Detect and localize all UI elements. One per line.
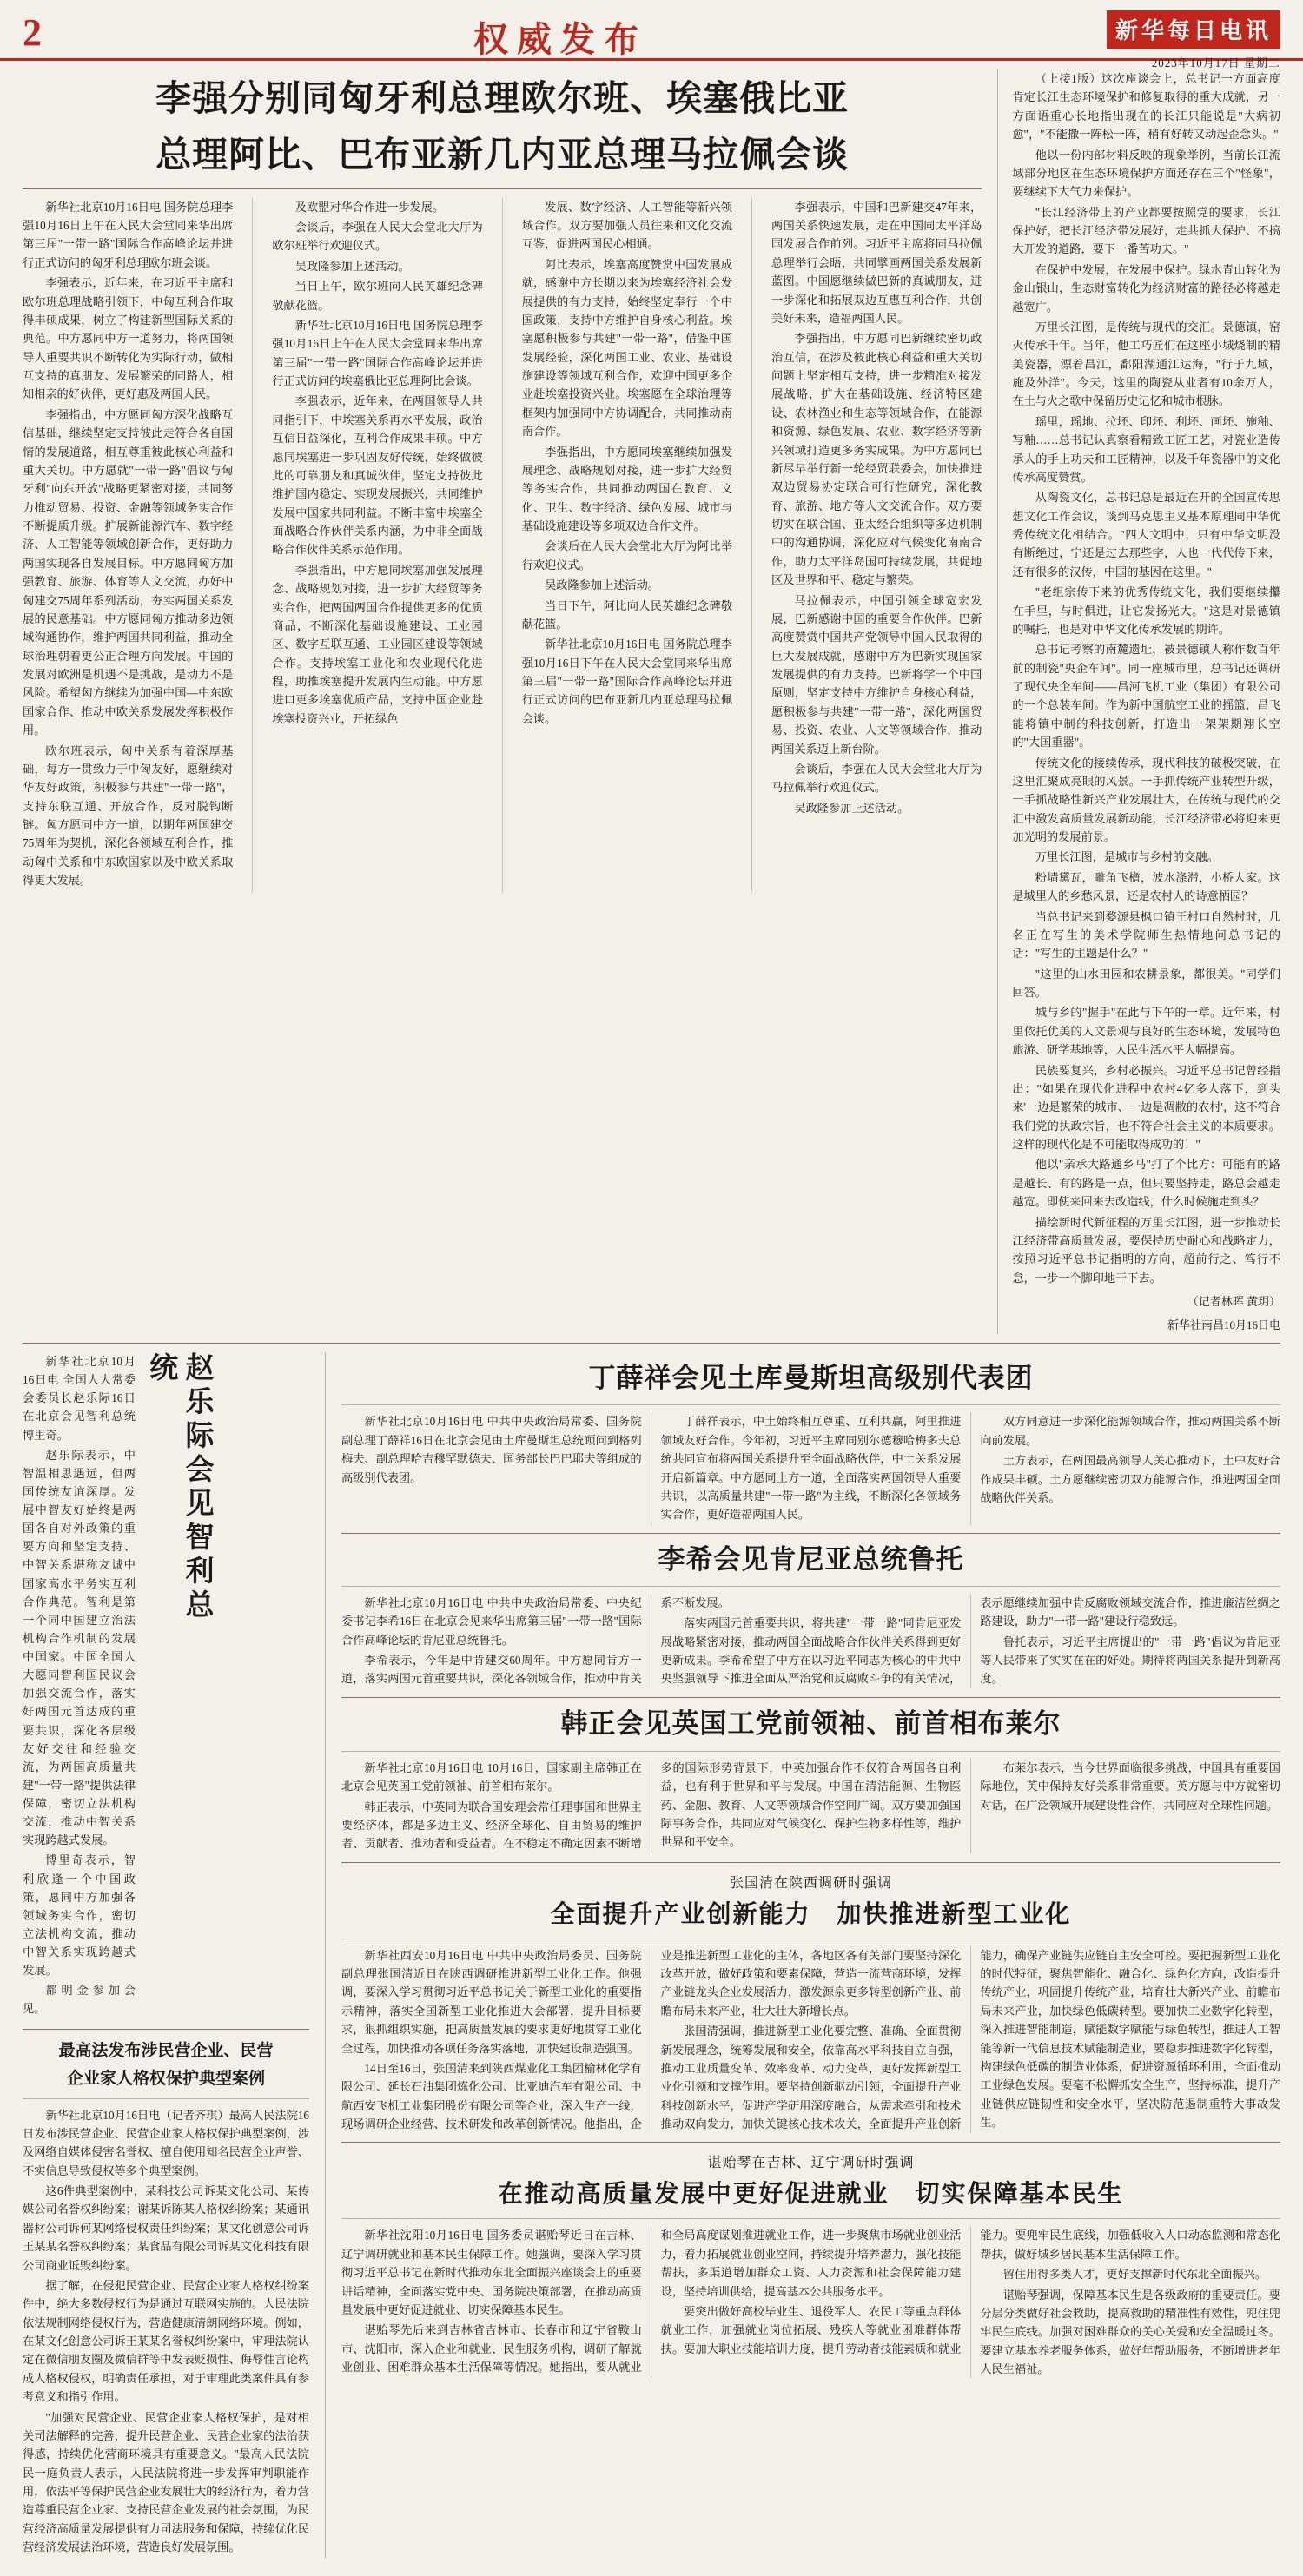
lead-column-1 [23, 198, 233, 892]
zhao-article [23, 1352, 309, 2559]
paragraph: 双方同意进一步深化能源领域合作，推动两国关系不断向前发展。 [980, 1415, 1280, 1447]
paragraph: 李强表示，近年来，在两国领导人共同指引下，中埃塞关系再水平发展，政治互信日益深化，互利合作成果丰硕。中方愿同埃塞进一步巩固友好传统，始终做彼此的可靠朋友和真诚伙伴，坚定支持彼此维护国内稳定、实现发展振兴，共同维护发展中国家共同利益。不断丰富中埃塞全面战略合作伙伴关系内涵，为中非全面战略合作伙伴关系示范作用。 [272, 394, 483, 557]
paragraph: 李希表示，今年是中肯建交60周年。中方愿同肯方一道，落实两国元首重要共识，深化各领域合作，推动中肯关系不断发展。 [341, 1595, 730, 1686]
zhao-vertical-block [23, 1352, 309, 2020]
lixi-headline: 李希会见肯尼亚总统鲁托 [658, 1543, 964, 1575]
paragraph: 李强表示，中国和巴新建交47年来，两国关系快速发展，走在中国同太平洋岛国发展合作前列。习近平主席将同马拉佩总理举行会晤，共同擘画两国关系发展新蓝图。中国愿继续做巴新的真诚朋友，进一步深化和拓展双边互惠互利合作，共创美好未来，造福两国人民。 [771, 200, 982, 325]
paragraph: 谌贻琴先后来到吉林省吉林市、长春市和辽宁省鞍山市、沈阳市，深入企业和就业、民生服务机构，调研了解就业创业、困难群众基本生活保障等情况。她指出，要从就业和全局高度谋划推进就业工作，进一步聚焦市场就业创业活力，着力拓展就业创业空间，持续提升培养潜力，强化技能帮扶，多渠道增加群众工资、人力资源和社会保障能力建设，坚持培训供给，提高基本公共服务水平。 [341, 2229, 962, 2375]
paragraph: （上接1版）这次座谈会上，总书记一方面高度肯定长江生态环境保护和修复取得的重大成就，另一方面语重心长地指出现在的长江只能说是"大病初愈"，"不能撒一阵松一阵，稍有好转又动起歪念头。" [1012, 72, 1280, 142]
divider [23, 1343, 1280, 1344]
paragraph: 留住用得多类人才，更好支撑新时代东北全面振兴。 [1002, 2268, 1267, 2282]
paragraph: 新华社北京10月16日电 中共中央政治局常委、国务院副总理丁薛祥16日在北京会见由土库曼斯坦总统顾问到格列梅夫、副总理哈吉穆罕默德夫、国务部长巴巴耶夫等组成的高级别代表团。 [341, 1415, 642, 1484]
paragraph: 李强指出，中方愿同巴新继续密切政治互信，在涉及彼此核心利益和重大关切问题上坚定相互支持，进一步精准对接发展战略，扩大在基础设施、经济特区建设、农林渔业和生态等领域合作，在能源和资源、绿色发展、农业、数字经济等新兴领域打造更多务实成果。为中方愿同巴新尽早举行新一轮经贸联委会，加快推进双边贸易协定联合可行性研究，深化教育、旅游、地方等人文交流合作。双方要切实在联合国、亚太经合组织等多边机制中的沟通协调，深化应对气候变化南南合作，助力太平洋岛国可持续发展，共促地区及世界和平、稳定与繁荣。 [771, 332, 982, 587]
paragraph: 新华社北京10月16日电 国务院总理李强10月16日上午在人民大会堂同来华出席第三届"一带一路"国际合作高峰论坛并进行正式访问的匈牙利总理欧尔班会谈。 [23, 200, 234, 269]
brand-logo: 新华每日电讯 [1107, 10, 1280, 49]
mid-right-stack [325, 1352, 1280, 2559]
chen-article [341, 2151, 1280, 2378]
paragraph: 阿比表示，埃塞高度赞赏中国发展成就，感谢中方长期以来为埃塞经济社会发展提供的有力支持，始终坚定奉行一个中国政策，支持中方维护自身核心利益。埃塞愿积极参与共建"一带一路"，借鉴中国发展经验，深化两国工业、农业、基础设施建设等领域互利合作，欢迎中国更多企业赴埃塞投资兴业。埃塞愿在全球治理等框架内加强同中方协调配合，共同推动南南合作。 [521, 257, 733, 439]
paragraph: "长江经济带上的产业都要按照党的要求，长江保护好，把长江经济带发展好，走共抓大保护、不搞大开发的道路，要下一番苦功夫。" [1012, 205, 1280, 256]
lead-column-2 [252, 198, 482, 892]
divider [341, 1404, 1280, 1405]
lixi-article [341, 1542, 1280, 1689]
paragraph: "加强对民营企业、民营企业家人格权保护，是对相关司法解释的完善，提升民营企业、民营企业家的法治获得感，持续优化营商环境具有重要意义。"最高人民法院民一庭负责人表示，人民法院将进一步发挥审判职能作用，依法平等保护民营企业发展壮大的经济行为，着力营造尊重民营企业家、支持民营企业发展的社会氛围，为民营经济高质量发展提供有力司法服务和保障，持续优化民营经济发展法治环境，营造良好发展氛围。 [23, 2410, 309, 2554]
paragraph: 新华社北京10月16日电 国务院总理李强10月16日下午在人民大会堂同来华出席第三届"一带一路"国际合作高峰论坛并进行正式访问的巴布亚新几内亚总理马拉佩会谈。 [521, 637, 733, 725]
masthead [0, 0, 1303, 69]
paragraph: 张国清强调，推进新型工业化要完整、准确、全面贯彻新发展理念，统筹发展和安全，依靠高水平科技自立自强，推动工业质量变革、效率变革、动力变革，更好发挥新型工业化引领和支撑作用。要坚持创新驱动引领，全面提升产业科技创新水平，促进产学研用深度融合，从需求牵引和技术推动双向发力，加快关键核心技术攻关，全面提升产业创新能力，确保产业链供应链自主安全可控。要把握新型工业化的时代特征，聚焦智能化、融合化、绿色化方向，改造提升传统产业，巩固提升传统产业，培育壮大新兴产业、前瞻布局未来产业，加快绿色低碳转型。要加快工业数字化转型，深入推进智能制造，赋能数字赋能与绿色转型，推进人工智能等新一代信息技术赋能制造业，要稳步推进数字化转型，构建绿色低碳的制造业体系，促进资源循环利用，全面推动工业绿色发展。要毫不松懈抓安全生产，坚持标准，提升产业链供应链韧性和安全水平，坚决防范遏制重特大事故发生。 [660, 1948, 1280, 2131]
paragraph: 布莱尔表示，当今世界面临很多挑战，中国具有重要国际地位，英中保持友好关系非常重要。英方愿与中方就密切对话，在广泛领域开展建设性合作，共同应对全球性问题。 [980, 1760, 1280, 1812]
continuation-article [1012, 69, 1280, 1334]
paragraph: 新华社北京10月16日电 国务院总理李强10月16日上午在人民大会堂同来华出席第三届"一带一路"国际合作高峰论坛并进行正式访问的埃塞俄比亚总理阿比会谈。 [272, 318, 483, 388]
chen-body [341, 2226, 1280, 2378]
paragraph: 李强指出，中方愿同埃塞加强发展理念、战略规划对接，进一步扩大经贸等务实合作，把两国两国合作提供更多的优质商品，不断深化基础设施建设、工业园区、数字互联互通、工业园区建设等领域合作。支持埃塞工业化和农业现代化进程，助推埃塞提升发展内生动能。中方愿进口更多埃塞优质产品，支持中国企业赴埃塞投资兴业，开拓绿色 [272, 563, 483, 725]
paragraph: 李强指出，中方愿同埃塞继续加强发展理念、战略规划对接，进一步扩大经贸等务实合作，共同推动两国在教育、文化、卫生、数字经济、绿色发展、城市与基础设施建设等多项双边合作文件。 [521, 445, 733, 533]
paragraph: 及欧盟对华合作进一步发展。 [294, 200, 445, 214]
paragraph: 鲁托表示，习近平主席提出的"一带一路"倡议为肯尼亚等人民带来了实实在在的好处。期待将两国关系提升到新高度。 [980, 1635, 1280, 1686]
paragraph: 李强指出，中方愿同匈方深化战略互信基础，继续坚定支持彼此走符合各自国情的发展道路，相互尊重彼此核心利益和重大关切。中方愿就"一带一路"倡议与匈牙利"向东开放"战略更紧密对接，共同努力推动贸易、投资、金融等领域务实合作不断提质升级。扩展新能源汽车、数字经济、人工智能等领域创新合作，更好助力两国实现各自发展目标。中方愿同匈方加强教育、旅游、体育等人文交流，办好中匈建交75周年系列活动，夯实两国关系发展的民意基础。中方愿同匈方推动多边领域沟通协作，维护两国共同利益，推动全球治理朝着更公正合理方向发展。中国的发展对欧洲是机遇不是挑战，是动力不是风险。希望匈方继续为加强中国—中东欧国家合作、推动中欧关系发展发挥积极作用。 [23, 407, 234, 737]
lixi-body [341, 1594, 1280, 1689]
right-continuation-column [997, 69, 1280, 1334]
paragraph: 瑶里，瑶地、拉坯、印坯、利坯、画坯、施釉、写釉……总书记认真察看精致工匠工艺，对瓷业造传承人的手上功夫和工匠精神，以及千年瓷器中的文化传承高度赞赏。 [1012, 414, 1280, 484]
paragraph: 民族要复兴，乡村必振兴。习近平总书记曾经指出："如果在现代化进程中农村4亿多人落下，到头来'一边是繁荣的城市、一边是凋敝的农村'，这不符合我们党的执政宗旨，也不符合社会主义的本质要求。这样的现代化是不可能取得成功的！" [1012, 1063, 1280, 1151]
paragraph: 城与乡的"握手"在此与下午的一章。近年来，村里依托优美的人文景观与良好的生态环境，发展特色旅游、研学基地等，人民生活水平大幅提高。 [1012, 1006, 1280, 1057]
top-section [23, 69, 1280, 1334]
paragraph: 万里长江图，是传统与现代的交汇。景德镇，窑火传承千年。当年，他工巧匠们在这座小城烧制的精美瓷器，漂着昌江，鄱阳湖通江达海，"行于九域，施及外洋"。今天，这里的陶瓷从业者有10余万人，在土与火之歌中保留历史记忆和城市根脉。 [1012, 320, 1280, 408]
paragraph: 新华社北京10月16日电（记者齐琪）最高人民法院16日发布涉民营企业、民营企业家人格权保护典型案例，涉及网络自媒体侵害名誉权、擅自使用知名民营企业声誉、不实信息导致侵权等多个典型案例。 [23, 2108, 309, 2177]
divider [23, 2029, 309, 2030]
paragraph: 他以"亲承大路通乡马"打了个比方：可能有的路是越长、有的路是一点，但只要坚持走，路总会越走越宽。即使来回来去改造线，什么时候施走到头？ [1012, 1158, 1280, 1209]
paragraph: 吴政隆参加上述活动。 [545, 578, 659, 592]
chen-kicker: 谌贻琴在吉林、辽宁调研时强调 [707, 2156, 915, 2171]
zhao-headline: 赵乐际会见智利总统 [145, 1352, 215, 1624]
lead-column-4 [751, 198, 982, 892]
paragraph: 新华社北京10月16日电 中共中央政治局常委、中央纪委书记李希16日在北京会见来华出席第三届"一带一路"国际合作高峰论坛的肯尼亚总统鲁托。 [341, 1595, 642, 1647]
paragraph: 博里奇表示，智利欣逢一个中国政策，愿同中方加强各领域务实合作，密切立法机构交流，推动中智关系实现跨越式发展。 [23, 1853, 136, 1978]
paragraph: 马拉佩表示，中国引领全球宽宏发展，巴新感谢中国的重要合作伙伴。巴新高度赞赏中国共产党领导中国人民取得的巨大发展成就，感谢中方为巴新实现国家发展提供的有力支持。巴新将学一个中国原则，坚定支持中方维护自身核心利益，愿积极参与共建"一带一路"，深化两国贸易、投资、农业、人文等领域合作，推动两国关系迈上新台阶。 [771, 593, 982, 756]
paragraph: 会谈后，李强在人民大会堂北大厅为马拉佩举行欢迎仪式。 [771, 762, 982, 795]
divider [341, 1533, 1280, 1534]
paragraph: 落实两国元首重要共识，将共建"一带一路"同肯尼亚发展战略紧密对接，推动两国全面战略合作伙伴关系得到更好更新成果。李希希望了中方在以习近平同志为核心的中共中央坚强领导下推进全面从严治党和反腐败斗争的有关情况，表示愿继续加强中肯反腐败领域交流合作，推进廉洁丝绸之路建设，助力"一带一路"建设行稳致远。 [660, 1595, 1280, 1686]
byline: （记者林晖 黄玥） [1187, 1295, 1280, 1308]
divider [341, 1862, 1280, 1863]
paragraph: 从陶瓷文化，总书记总是最近在开的全国宣传思想文化工作会议，谈到马克思主义基本原理同中华优秀传统文化相结合。"四大文明中，只有中华文明没有断绝过，宁还是过去那些字，人也一代代传下来，还有很多的汉传，中国的基因在这里。" [1012, 491, 1280, 578]
court-body [23, 2106, 309, 2557]
ding-body [341, 1412, 1280, 1523]
paragraph: 韩正表示，中英同为联合国安理会常任理事国和世界主要经济体，都是多边主义、经济全球化、自由贸易的维护者、贡献者、推动者和受益者。在不稳定不确定因素不断增多的国际形势背景下，中英加强合作不仅符合两国各自利益，也有利于世界和平与发展。中国在清洁能源、生物医药、金融、教育、人文等领域合作空间广阔。双方要加强国际事务合作，共同应对气候变化、保护生物多样性等，维护世界和平安全。 [341, 1760, 962, 1851]
court-title-line1: 最高法发布涉民营企业、民营 [58, 2040, 274, 2060]
zhang-body [341, 1946, 1280, 2134]
paragraph: 粉墙黛瓦，雕角飞檐，波水涤滞，小桥人家。这是城里人的乡愁风景，还是农村人的诗意栖园？ [1012, 870, 1280, 903]
paragraph: 要突出做好高校毕业生、退役军人、农民工等重点群体就业工作，加强就业岗位拓展、残疾人等就业困难群体帮扶。要加大职业技能培训力度，提升劳动者技能素质和就业能力。要兜牢民生底线，加强低收入人口动态监测和常态化帮扶，做好城乡居民基本生活保障工作。 [660, 2229, 1280, 2355]
divider [341, 2142, 1280, 2143]
paragraph: 万里长江图，是城市与乡村的交融。 [1035, 850, 1219, 864]
paragraph: 丁薛祥表示，中土始终相互尊重、互利共赢，阿里推进领域友好合作。今年初，习近平主席同别尔德穆哈梅多夫总统共同宣布将两国关系提升至全面战略伙伴，中土关系发展开启新篇章。中方愿同土方一道，全面落实两国领导人重要共识，以高质量共建"一带一路"为主线，不断深化各领域务实合作，更好造福两国人民。 [660, 1415, 962, 1522]
zhao-dateline-text [23, 1352, 136, 2020]
page-number: 2 [23, 11, 42, 54]
paragraph: 新华社北京10月16日电 10月16日，国家副主席韩正在北京会见英国工党前领袖、前首相布莱尔。 [341, 1760, 642, 1793]
paragraph: 据了解，在侵犯民营企业、民营企业家人格权纠纷案件中，绝大多数侵权行为是通过互联网实施的。人民法院依法规制网络侵权行为，营造健康清朗网络环境。例如，在某文化创意公司诉王某某名誉权纠纷案中，审理法院认定在微信朋友圈及微信群等中发表贬损性、侮辱性言论构成人格权侵权，明确责任承担，对于审理此类案件具有参考意义和指引作用。 [23, 2278, 309, 2404]
issue-date: 2023年10月17日 星期二 [1151, 56, 1280, 69]
paragraph: 总书记考察的南麓遗址，被景德镇人称作数百年前的制瓷"央企车间"。同一座城市里，总书记还调研了现代央企车间——昌河飞机工业（集团）有限公司的一个总装车间。作为新中国航空工业的摇篮，昌飞能将镇中制的科技创新，打造出一架架期翔长空的"大国重器"。 [1012, 643, 1280, 750]
dateline: 新华社南昌10月16日电 [1167, 1318, 1280, 1332]
ding-article [341, 1361, 1280, 1524]
court-case-box [23, 2038, 309, 2557]
divider [341, 2218, 1280, 2219]
paragraph: 新华社沈阳10月16日电 国务委员谌贻琴近日在吉林、辽宁调研就业和基本民生保障工作。她强调，要深入学习贯彻习近平总书记在新时代推动东北全面振兴座谈会上的重要讲话精神，全面落实党中央、国务院决策部署，在推动高质量发展中更好促进就业、切实保障基本民生。 [341, 2229, 642, 2316]
paragraph: 新华社北京10月16日电 全国人大常委会委员长赵乐际16日在北京会见智利总统博里奇。 [23, 1355, 136, 1442]
paragraph: 当日上午，欧尔班向人民英雄纪念碑敬献花篮。 [272, 280, 483, 312]
paragraph: 在保护中发展，在发展中保护。绿水青山转化为金山银山，生态财富转化为经济财富的路径必将越走越宽广。 [1012, 262, 1280, 314]
paragraph: 他以一份内部材料反映的现象举例，当前长江流域部分地区在生态环境保护方面还存在三个"怪象"，要继续下大气力来保护。 [1012, 148, 1280, 199]
paragraph: 欧尔班表示，匈中关系有着深厚基础，每方一贯致力于中匈友好，愿继续对华友好政策，积极参与共建"一带一路"，支持东联互通、开放合作，反对脱钩断链。匈方愿同中方一道，以期年两国建交75周年为契机，深化各领域互利合作，推动匈中关系和中东欧国家以及中欧关系取得更大发展。 [23, 743, 234, 888]
paragraph: "老组宗传下来的优秀传统文化，我们要继续攥在手里，与时俱进，让它发扬光大。"这是对景德镇的嘱托，也是对中华文化传承发展的期许。 [1012, 585, 1280, 636]
zhang-kicker: 张国清在陕西调研时强调 [729, 1875, 892, 1891]
paragraph: 吴政隆参加上述活动。 [794, 801, 909, 815]
han-body [341, 1759, 1280, 1853]
court-title-line2: 企业家人格权保护典型案例 [66, 2069, 265, 2089]
paragraph: 发展、数字经济、人工智能等新兴领域合作。双方要加强人员往来和文化交流互鉴，促进两国民心相通。 [521, 200, 733, 251]
paragraph: "这里的山水田园和农耕景象，都很美。"同学们回答。 [1012, 967, 1280, 999]
zhang-article [341, 1872, 1280, 2134]
lead-headline-line2: 总理阿比、巴布亚新几内亚总理马拉佩会谈 [155, 134, 850, 176]
masthead-brand-block [1020, 10, 1280, 70]
paragraph: 李强表示，近年来，在习近平主席和欧尔班总理战略引领下，中匈互利合作取得丰硕成果，树立了构建新型国际关系的典范。中方愿同中方一道努力，将两国领导人重要共识不断转化为实际行动，做相互支持的真朋友、发展繁荣的同路人，相知相亲的好伙伴，更好惠及两国人民。 [23, 276, 234, 401]
lead-headline-line1: 李强分别同匈牙利总理欧尔班、埃塞俄比亚 [155, 77, 850, 119]
divider [341, 1751, 1280, 1752]
section-title: 权威发布 [473, 19, 647, 60]
page-content [0, 61, 1303, 2576]
paragraph: 这6件典型案例中，某科技公司诉某文化公司、某传媒公司名誉权纠纷案；谢某诉陈某人格权纠纷案；某通讯器材公司诉何某网络侵权责任纠纷案；某文化创意公司诉王某某名誉权纠纷案；某食品有限公司诉某文化科技有限公司商业诋毁纠纷案。 [23, 2184, 309, 2272]
paragraph: 当日下午，阿比向人民英雄纪念碑敬献花篮。 [521, 598, 733, 631]
divider [341, 1697, 1280, 1698]
chen-headline: 在推动高质量发展中更好促进就业 切实保障基本民生 [498, 2179, 1124, 2209]
divider [341, 1586, 1280, 1587]
lead-article [23, 69, 982, 1334]
han-headline: 韩正会见英国工党前领袖、前首相布莱尔 [560, 1708, 1062, 1740]
divider [23, 188, 982, 189]
paragraph: 土方表示，在两国最高领导人关心推动下，土中友好合作成果丰硕。土方愿继续密切双方能源合作，推进两国全面战略伙伴关系。 [980, 1454, 1280, 1504]
zhang-headline: 全面提升产业创新能力 加快推进新型工业化 [550, 1899, 1072, 1928]
lead-column-3 [502, 198, 732, 892]
han-article [341, 1707, 1280, 1853]
paragraph: 当总书记来到婺源县枫口镇王村口自然村时，几名正在写生的美术学院师生热情地问总书记的话："写生的主题是什么？" [1012, 909, 1280, 961]
paragraph: 谌贻琴强调，保障基本民生是各级政府的重要责任。要分层分类做好社会救助，提高救助的精准性有效性，兜住兜牢民生底线。加强对困难群众的关心关爱和安全温暖过冬。要建立基本养老服务体系，做好年帮助服务，不断增进老年人民生福祉。 [980, 2288, 1280, 2376]
mid-section [23, 1352, 1280, 2559]
paragraph: 赵乐际表示，中智温相思遇远，但两国传统友谊深厚。发展中智友好始终是两国各自对外政策的重要方向和坚定支持、中智关系堪称友诚中国家高水平务实互利合作典范。智利是第一个同中国建立治法机构合作机制的发展中国家。中国全国人大愿同智利国民议会加强交流合作，落实好两国元首达成的重要共识，深化各层级友好交往和经验交流，为两国高质量共建"一带一路"提供法律保障，密切立法机构交流，推动中智关系实现跨越式发展。 [23, 1448, 136, 1847]
ding-headline: 丁薛祥会见土库曼斯坦高级别代表团 [588, 1363, 1034, 1395]
paragraph: 都明金参加会见。 [23, 1984, 136, 2016]
paragraph: 吴政隆参加上述活动。 [294, 259, 410, 273]
paragraph: 会谈后在人民大会堂北大厅为阿比举行欢迎仪式。 [521, 539, 733, 571]
paragraph: 传统文化的接续传承，现代科技的破极突破，在这里汇聚成亮眼的风景。一手抓传统产业转型升级，一手抓战略性新兴产业发展壮大，在传统与现代的交汇中激发高质量发展新动能，长江经济带必将迎来更加光明的发展前景。 [1012, 756, 1280, 843]
paragraph: 会谈后，李强在人民大会堂北大厅为欧尔班举行欢迎仪式。 [272, 221, 483, 253]
paragraph: 描绘新时代新征程的万里长江图，进一步推动长江经济带高质量发展，要保持历史耐心和战略定力，按照习近平总书记指明的方向，超前行之、笃行不怠，一步一个脚印地干下去。 [1012, 1215, 1280, 1285]
divider [23, 2098, 309, 2099]
paragraph: 新华社西安10月16日电 中共中央政治局委员、国务院副总理张国清近日在陕西调研推进新型工业化工作。他强调，要深入学习贯彻习近平总书记关于新型工业化的重要指示精神，落实全国新型工业化推进大会部署，提升目标要求，狠抓组织实施，把高质量发展的要求更好地贯穿工业化全过程，加快推动各项任务落实落地，加快建设制造强国。 [341, 1948, 642, 2055]
paragraph: 14日至16日，张国清来到陕西煤业化工集团榆林化学有限公司、延长石油集团炼化公司、比亚迪汽车有限公司、中航西安飞机工业集团股份有限公司等企业，深入生产一线，现场调研企业经营、技术研发和改革创新情况。他指出，企业是推进新型工业化的主体，各地区各有关部门要坚持深化改革开放，做好政策和要素保障，营造一流营商环境，发挥产业链龙头企业发展活力，激发源泉更多转型创新产业、前瞻布局未来产业，壮大壮大新增长点。 [341, 1948, 962, 2131]
